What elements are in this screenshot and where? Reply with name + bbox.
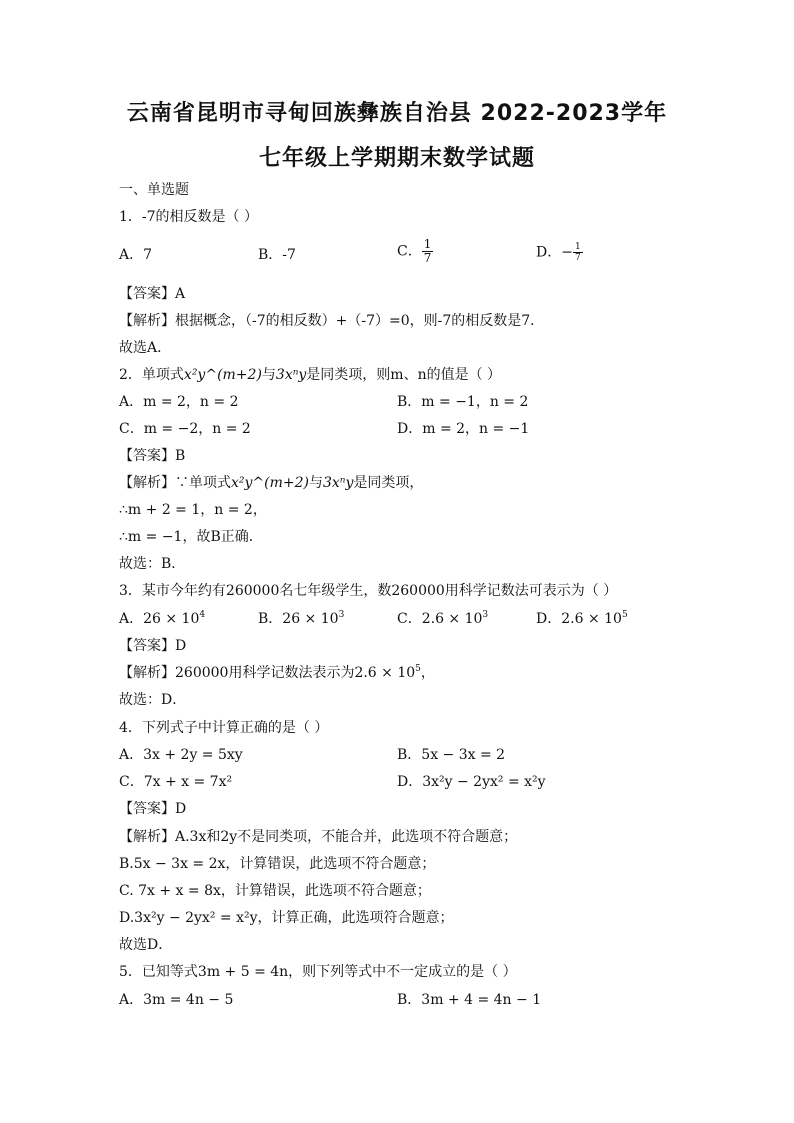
q2-analysis-expr-2: 3xⁿy	[322, 475, 354, 491]
q2-stem-pre: 2．单项式	[119, 367, 184, 383]
q3-answer: 【答案】D	[119, 638, 187, 654]
q2-option-a: A．m = 2，n = 2	[119, 394, 239, 410]
q3-stem: 3．某市今年约有260000名七年级学生，数260000用科学记数法可表示为（ ）	[119, 583, 618, 599]
q2-expr-1: x²y^(m+2)	[183, 367, 262, 383]
q2-step-2: ∴m = −1，故B正确．	[119, 529, 263, 545]
q3-analysis	[119, 664, 435, 682]
q3-d-exponent: 5	[621, 610, 628, 620]
section-heading: 一、单选题	[119, 182, 189, 198]
q2-stem	[119, 366, 501, 384]
q2-analysis-post: 是同类项，	[353, 475, 424, 491]
q3-analysis-post: ，	[420, 665, 435, 681]
q4-answer: 【答案】D	[119, 801, 187, 817]
q2-option-d: D．m = 2，n = −1	[397, 421, 530, 437]
q1-option-a: A．7	[119, 247, 153, 263]
q2-analysis-pre: 【解析】∵单项式	[119, 475, 231, 491]
q2-expr-2: 3xⁿy	[275, 367, 307, 383]
q4-option-b: B．5x − 3x = 2	[397, 747, 506, 763]
q3-b-exponent: 3	[338, 610, 345, 620]
title-line-2: 七年级上学期期末数学试题	[258, 146, 535, 171]
fraction-denominator: 7	[423, 251, 432, 265]
q4-option-c: C．7x + x = 7x²	[119, 774, 233, 790]
q3-analysis-exponent: 5	[415, 664, 421, 674]
q2-step-1: ∴m + 2 = 1，n = 2，	[119, 502, 267, 518]
q2-answer: 【答案】B	[119, 448, 186, 464]
q2-option-b: B．m = −1，n = 2	[397, 394, 529, 410]
q3-d-base: D．2.6 × 10	[536, 611, 622, 627]
q3-c-exponent: 3	[482, 610, 489, 620]
q4-conclusion: 故选D．	[119, 937, 173, 953]
q3-option-c	[397, 610, 488, 628]
q2-analysis	[119, 474, 423, 492]
q2-stem-mid: 与	[261, 367, 276, 383]
q1-option-d	[536, 242, 583, 263]
q1-option-c-fraction	[422, 238, 434, 265]
q3-option-b	[258, 610, 344, 628]
q1-option-d-label: D．	[536, 244, 562, 261]
q2-conclusion: 故选：B．	[119, 556, 186, 572]
fraction-denominator: 7	[574, 253, 581, 263]
q3-c-base: C．2.6 × 10	[397, 611, 483, 627]
fraction-numerator: 1	[423, 237, 432, 251]
q4-analysis-2: B.5x − 3x = 2x，计算错误，此选项不符合题意；	[119, 856, 436, 872]
q5-stem: 5．已知等式3m + 5 = 4n，则下列等式中不一定成立的是（ ）	[119, 964, 517, 980]
q2-stem-post: 是同类项，则m、n的值是（ ）	[306, 367, 502, 383]
q4-option-d: D．3x²y − 2yx² = x²y	[397, 774, 546, 790]
q2-analysis-mid: 与	[308, 475, 323, 491]
q1-option-d-sign: −	[561, 244, 573, 261]
q3-option-d	[536, 610, 628, 628]
title-line-1: 云南省昆明市寻甸回族彝族自治县 2022-2023学年	[126, 101, 668, 126]
q3-option-a	[119, 610, 205, 628]
q1-option-c	[397, 238, 433, 265]
q5-option-a: A．3m = 4n − 5	[119, 992, 234, 1008]
q4-analysis-1: 【解析】A.3x和2y不是同类项，不能合并，此选项不符合题意；	[119, 829, 518, 845]
q4-stem: 4．下列式子中计算正确的是（ ）	[119, 720, 329, 736]
q3-analysis-pre: 【解析】260000用科学记数法表示为2.6 × 10	[119, 665, 416, 681]
q1-conclusion: 故选A．	[119, 340, 172, 356]
q3-b-base: B．26 × 10	[258, 611, 339, 627]
q1-analysis: 【解析】根据概念，（-7的相反数）+（-7）=0，则-7的相反数是7．	[119, 313, 545, 329]
fraction-numerator: 1	[574, 242, 581, 252]
q1-option-c-label: C．	[397, 243, 422, 260]
q1-answer: 【答案】A	[119, 286, 186, 302]
q1-stem: 1．-7的相反数是（ ）	[119, 209, 258, 225]
q3-a-exponent: 4	[199, 610, 206, 620]
q5-option-b: B．3m + 4 = 4n − 1	[397, 992, 542, 1008]
q2-analysis-expr-1: x²y^(m+2)	[231, 475, 309, 491]
q4-analysis-3: C. 7x + x = 8x，计算错误，此选项不符合题意；	[119, 883, 431, 899]
q1-option-b: B．-7	[258, 247, 296, 263]
q2-option-c: C．m = −2，n = 2	[119, 421, 251, 437]
q1-option-d-fraction	[573, 242, 583, 263]
q3-a-base: A．26 × 10	[119, 611, 200, 627]
q4-analysis-4: D.3x²y − 2yx² = x²y，计算正确，此选项符合题意；	[119, 910, 454, 926]
q4-option-a: A．3x + 2y = 5xy	[119, 747, 243, 763]
q3-conclusion: 故选：D．	[119, 692, 187, 708]
